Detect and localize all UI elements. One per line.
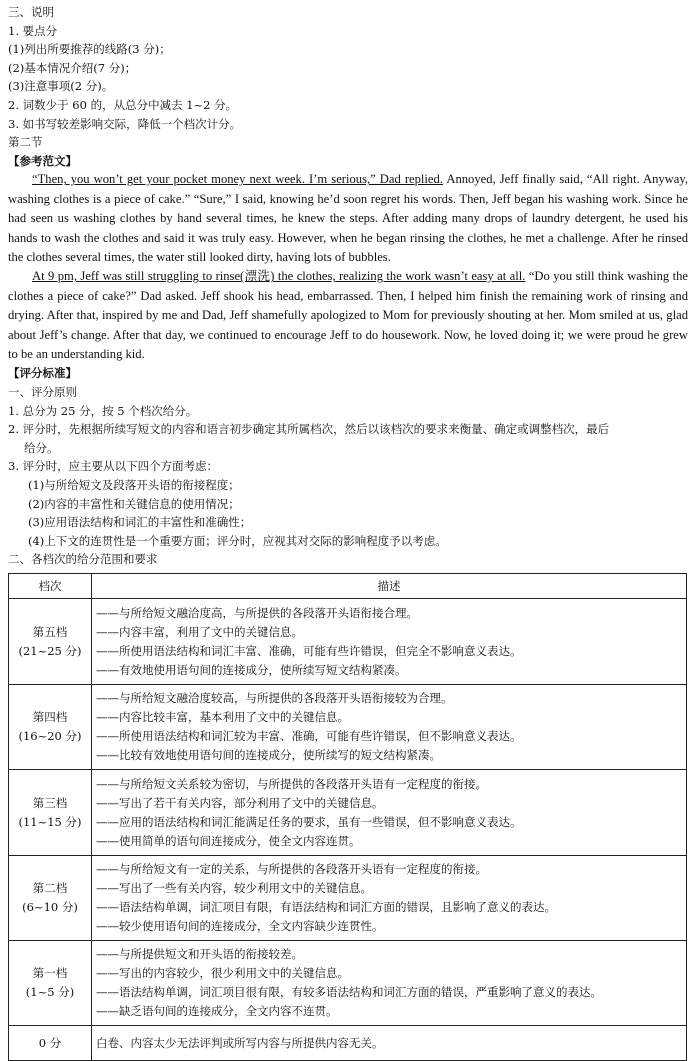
paragraph-1-body: Annoyed, Jeff finally said, “All right. Anyway, washing clothes is a piece of cake.” “Sure,” I said, knowing he’d soon regret his words. Then, Jeff began his washing work. Since he had seen us washing clothes by hand several times, he knew the steps. After adding many drops of laundry detergent, he used his hands to wash the clothes and said it was truly easy. However, when he began rinsing the clothes, he met a challenge. After he rinsed the clothes several times, the water still looked dirty, having lots of bubbles. (8, 172, 688, 264)
level-name: 第一档 (32, 966, 68, 980)
table-header-row (9, 574, 687, 599)
level-name: 第二档 (32, 881, 68, 895)
level-cell (9, 856, 92, 941)
paragraph-2-body: “Do you still think washing the clothes a piece of cake?” Dad asked. Jeff shook his head, embarrassed. Then, I helped him finish the remaining work of rinsing and drying. After that, inspired by me and Dad, Jeff shamefully apologized to Mom for previously shouting at her. Mom smiled at us, glad about Jeff’s change. After that day, we continued to encourage Jeff to do housework. Now, he loved doing it; we were proud he grew to be an understanding kid. (8, 269, 688, 361)
description-line: ——与所给短文融洽度较高，与所提供的各段落开头语衔接较为合理。 (96, 691, 453, 705)
table-row (9, 770, 687, 856)
description-line: ——与所给短文融洽度高，与所提供的各段落开头语衔接合理。 (96, 605, 418, 620)
description-line: ——写出了若干有关内容，部分利用了文中的关键信息。 (96, 795, 384, 810)
note-item: 1. 要点分 (8, 23, 58, 38)
header-description: 描述 (92, 574, 687, 599)
note-item: (3)注意事项(2 分)。 (8, 79, 114, 94)
grading-table (8, 573, 687, 1061)
table-row (9, 1026, 687, 1061)
aspect-item: (4)上下文的连贯性是一个重要方面；评分时，应视其对交际的影响程度予以考虑。 (28, 533, 447, 548)
description-line: ——有效地使用语句间的连接成分，使所续写短文结构紧凑。 (96, 662, 407, 677)
aspect-item: (3)应用语法结构和词汇的丰富性和准确性； (28, 515, 252, 530)
section-three-title: 三、说明 (8, 5, 54, 19)
table-row (9, 685, 687, 770)
description-line: ——语法结构单调，词汇项目有限，有语法结构和词汇方面的错误，且影响了意义的表达。 (96, 900, 556, 914)
level-cell (9, 685, 92, 770)
level-range: (16~20 分) (18, 729, 82, 743)
principles-title: 一、评分原则 (8, 385, 77, 399)
description-line: ——所使用语法结构和词汇丰富、准确，可能有些许错误，但完全不影响意义表达。 (96, 643, 522, 658)
description-line: 白卷、内容太少无法评判或所写内容与所提供内容无关。 (96, 1035, 384, 1050)
level-name: 第五档 (32, 624, 68, 639)
table-row (9, 856, 687, 941)
description-line: ——内容丰富，利用了文中的关键信息。 (96, 624, 303, 639)
description-cell (92, 770, 687, 856)
description-cell (92, 1026, 687, 1061)
level-cell (9, 599, 92, 685)
aspect-item: (2)内容的丰富性和关键信息的使用情况； (28, 496, 240, 511)
description-line: ——比较有效地使用语句间的连接成分，使所续写的短文结构紧凑。 (96, 748, 441, 762)
criteria-heading: 【评分标准】 (8, 366, 77, 381)
note-item: (1)列出所要推荐的线路(3 分)； (8, 42, 171, 57)
table-row (9, 941, 687, 1026)
description-cell (92, 599, 687, 685)
level-range: (1~5 分) (25, 985, 75, 999)
description-line: ——使用简单的语句间连接成分，使全文内容连贯。 (96, 833, 361, 848)
description-line: ——语法结构单调，词汇项目很有限，有较多语法结构和词汇方面的错误，严重影响了意义的表达。 (96, 985, 602, 999)
description-cell (92, 685, 687, 770)
paragraph-2-opening: At 9 pm, Jeff was still struggling to rinse(漂洗) the clothes, realizing the work wasn’t easy at all. (32, 269, 526, 284)
description-line: ——应用的语法结构和词汇能满足任务的要求，虽有一些错误，但不影响意义表达。 (96, 814, 522, 829)
principle-item: 2. 评分时，先根据所续写短文的内容和语言初步确定其所属档次，然后以该档次的要求来衡量、确定或调整档次，最后 (8, 422, 610, 437)
note-item: 2. 词数少于 60 的，从总分中减去 1~2 分。 (8, 97, 238, 112)
document-page (8, 3, 688, 569)
sample-paragraph-1 (8, 170, 688, 267)
paragraph-1-opening: “Then, you won’t get your pocket money next week. I’m serious,” Dad replied. (32, 172, 443, 187)
level-range: (11~15 分) (18, 814, 82, 829)
level-name: 第四档 (32, 710, 68, 724)
level-range: (21~25 分) (18, 643, 82, 658)
level-range: (6~10 分) (22, 900, 78, 914)
principle-item: 1. 总分为 25 分，按 5 个档次给分。 (8, 403, 198, 418)
principle-item-continued: 给分。 (24, 440, 59, 455)
header-level: 档次 (9, 574, 92, 599)
level-cell (9, 941, 92, 1026)
description-line: ——与所提供短文和开头语的衔接较差。 (96, 947, 303, 961)
aspect-item: (1)与所给短文及段落开头语的衔接程度； (28, 477, 240, 492)
level-cell (9, 1026, 92, 1061)
sample-paragraph-2 (8, 267, 688, 364)
note-item: (2)基本情况介绍(7 分)； (8, 60, 137, 75)
principle-item: 3. 评分时，应主要从以下四个方面考虑： (8, 459, 219, 474)
description-line: ——与所给短文有一定的关系，与所提供的各段落开头语有一定程度的衔接。 (96, 862, 487, 876)
description-line: ——写出的内容较少，很少利用文中的关键信息。 (96, 966, 349, 980)
table-row (9, 599, 687, 685)
section-two-title: 第二节 (8, 135, 43, 150)
note-item: 3. 如书写较差影响交际，降低一个档次计分。 (8, 116, 242, 131)
description-cell (92, 941, 687, 1026)
description-cell (92, 856, 687, 941)
level-name: 第三档 (32, 795, 68, 810)
description-line: ——内容比较丰富，基本利用了文中的关键信息。 (96, 710, 349, 724)
description-line: ——缺乏语句间的连接成分，全文内容不连贯。 (96, 1004, 338, 1018)
level-cell (9, 770, 92, 856)
sample-essay-heading: 【参考范文】 (8, 153, 77, 168)
ranges-title: 二、各档次的给分范围和要求 (8, 552, 158, 567)
level-name: 0 分 (38, 1035, 62, 1050)
description-line: ——所使用语法结构和词汇较为丰富、准确，可能有些许错误，但不影响意义表达。 (96, 729, 522, 743)
description-line: ——较少使用语句间的连接成分，全文内容缺少连贯性。 (96, 919, 384, 933)
description-line: ——写出了一些有关内容，较少利用文中的关键信息。 (96, 881, 372, 895)
description-line: ——与所给短文关系较为密切，与所提供的各段落开头语有一定程度的衔接。 (96, 776, 487, 791)
